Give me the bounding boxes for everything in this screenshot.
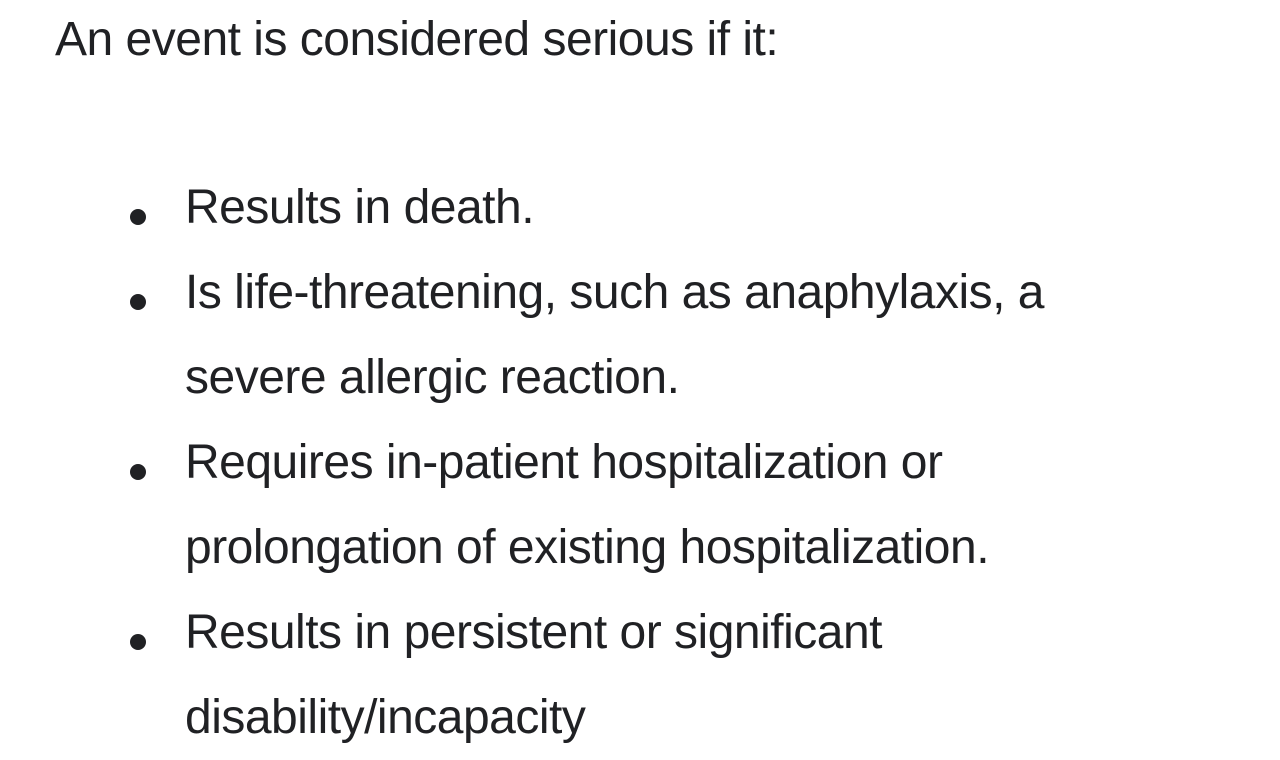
list-item <box>185 165 1044 250</box>
bullet-list <box>185 165 1044 760</box>
list-item-line: severe allergic reaction. <box>185 351 680 404</box>
list-item <box>185 590 1044 760</box>
list-item <box>185 420 1044 590</box>
list-item-line: Is life-threatening, such as anaphylaxis, a <box>185 266 1044 319</box>
list-item-line: Results in death. <box>185 181 535 234</box>
list-item-line: Results in persistent or significant <box>185 606 882 659</box>
bullet-icon <box>130 294 146 310</box>
bullet-icon <box>130 634 146 650</box>
list-item <box>185 250 1044 420</box>
bullet-icon <box>130 209 146 225</box>
bullet-icon <box>130 464 146 480</box>
list-item-line: disability/incapacity <box>185 691 586 744</box>
page-title: An event is considered serious if it: <box>55 13 779 66</box>
list-item-line: prolongation of existing hospitalization. <box>185 521 990 574</box>
list-item-line: Requires in-patient hospitalization or <box>185 436 943 489</box>
